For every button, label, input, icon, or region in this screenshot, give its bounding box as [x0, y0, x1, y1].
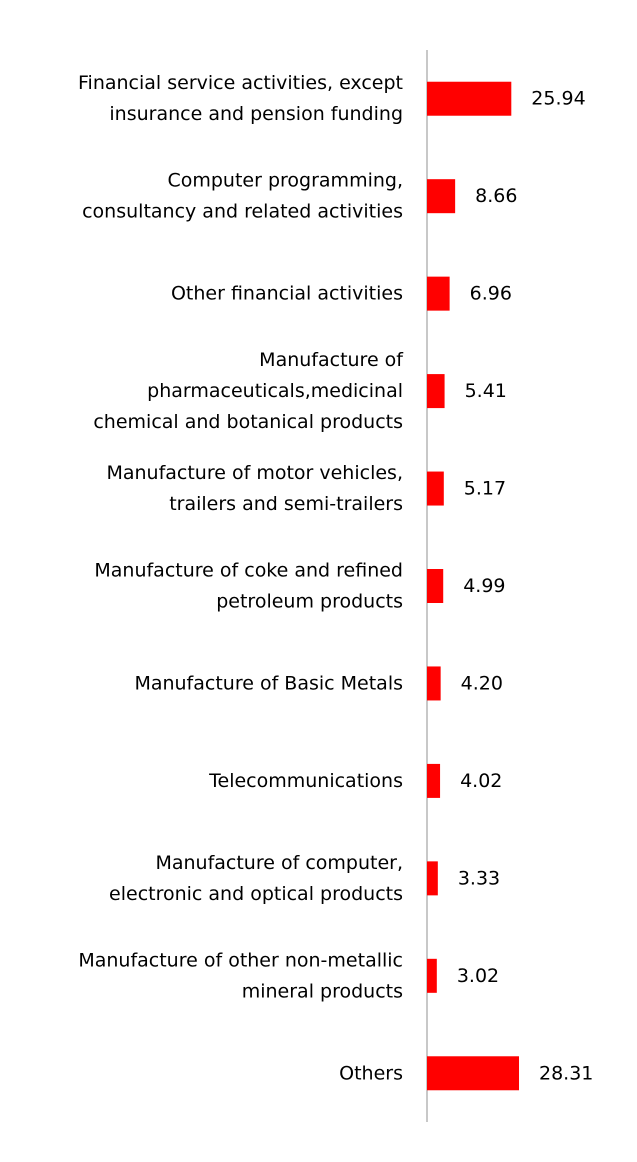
value-label: 3.33: [457, 867, 501, 890]
value-label: 8.66: [475, 185, 518, 208]
category-label-line: consultancy and related activities: [82, 200, 403, 223]
bar: [427, 277, 450, 311]
category-label-line: petroleum products: [216, 590, 403, 613]
category-label: [93, 349, 404, 433]
category-label: [208, 770, 403, 792]
bar: [427, 179, 455, 213]
bar: [427, 861, 438, 895]
category-label-line: insurance and pension funding: [109, 103, 403, 126]
category-label: [78, 72, 403, 125]
category-label-line: Other financial activities: [170, 282, 403, 305]
value-label: 3.02: [456, 964, 500, 987]
bar: [427, 569, 443, 603]
category-labels-group: [78, 72, 404, 1084]
value-label: 6.96: [469, 282, 512, 305]
category-label: [339, 1062, 403, 1084]
category-label: [78, 949, 403, 1002]
bar: [427, 959, 437, 993]
category-label-line: Manufacture of coke and refined: [94, 559, 403, 582]
value-label: 5.41: [464, 380, 507, 403]
bar: [427, 472, 444, 506]
category-label-line: Financial service activities, except: [78, 72, 403, 95]
value-label: 4.20: [460, 672, 503, 695]
category-label-line: Manufacture of: [259, 349, 403, 372]
category-label-line: electronic and optical products: [109, 882, 403, 905]
category-label-line: pharmaceuticals,medicinal: [147, 380, 403, 403]
value-labels-group: [457, 88, 594, 1085]
category-label-line: Manufacture of other non-metallic: [78, 949, 403, 972]
value-label: 4.02: [460, 769, 503, 792]
bar: [427, 764, 440, 798]
category-label-line: mineral products: [241, 980, 403, 1003]
category-label-line: Telecommunications: [209, 769, 403, 792]
category-label: [94, 560, 403, 613]
category-label-line: Manufacture of computer,: [155, 851, 403, 874]
bar: [427, 1056, 519, 1090]
bar: [427, 666, 441, 700]
bar: [427, 374, 445, 408]
category-label-line: Computer programming,: [167, 169, 403, 192]
value-label: 28.31: [539, 1062, 594, 1085]
value-label: 4.99: [463, 575, 506, 597]
category-label-line: Manufacture of Basic Metals: [134, 672, 403, 695]
category-label-line: Manufacture of motor vehicles,: [106, 462, 403, 485]
value-label: 25.94: [531, 87, 586, 110]
category-label: [109, 852, 403, 905]
category-label-line: Others: [339, 1062, 403, 1085]
category-label: [106, 462, 403, 515]
category-label-line: chemical and botanical products: [93, 411, 403, 434]
category-label: [134, 672, 403, 694]
category-label: [171, 283, 403, 305]
bar: [427, 82, 511, 116]
category-label-line: trailers and semi-trailers: [169, 493, 403, 516]
category-label: [82, 170, 403, 223]
value-label: 5.17: [463, 477, 507, 500]
